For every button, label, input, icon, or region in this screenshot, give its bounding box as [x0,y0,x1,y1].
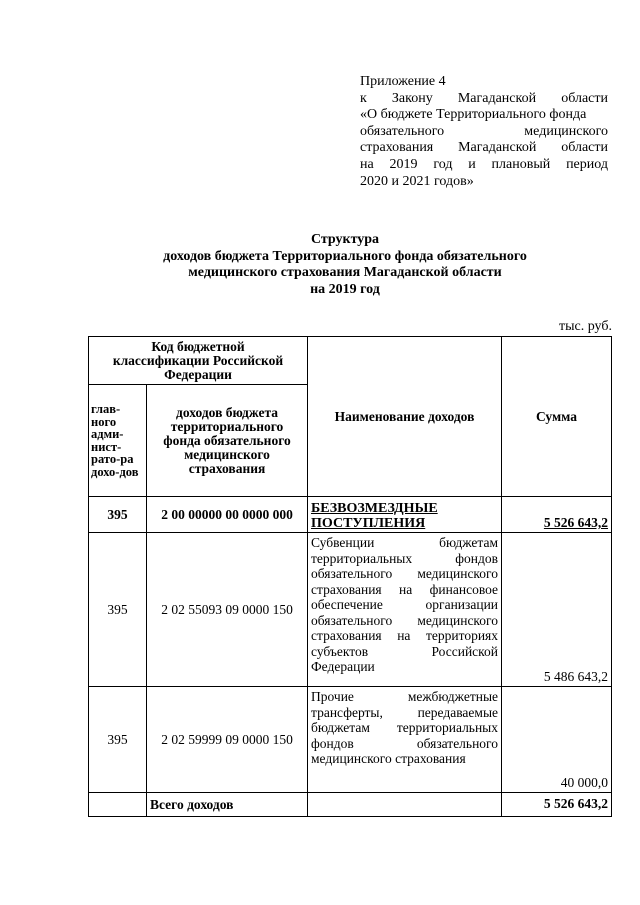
income-name-cell [308,497,502,533]
title-line: медицинского страхования Магаданской области [188,265,502,281]
header-income-name: Наименование доходов [308,337,502,497]
header-sum: Сумма [502,337,612,497]
sum-cell [502,497,612,533]
income-name-cell: Субвенции бюджетам территориальных фондов обязательного медицинского страхования на финансовое обеспечение организации обязательного медицинского страхования на территориях субъектов Российской Федерации [308,533,502,687]
total-row [89,793,612,817]
table-row [89,687,612,793]
table-row [89,497,612,533]
title-line: доходов бюджета Территориального фонда обязательного [163,248,527,264]
header-row [89,337,612,385]
sum-cell: 40 000,0 [502,687,612,793]
title-line: Структура [310,232,380,247]
total-sum: 5 526 643,2 [502,793,612,817]
income-code-cell: 2 02 59999 09 0000 150 [147,687,308,793]
header-admin-code: глав-ного адми-нист-рато-ра дохо-дов [89,385,147,497]
income-name-cell: Прочие межбюджетные трансферты, передаваемые бюджетам территориальных фондов обязательного медицинского страхования [308,687,502,793]
admin-code-cell: 395 [89,497,147,533]
units-label: тыс. руб. [559,319,612,334]
sum-value: 5 526 643,2 [543,515,609,530]
appendix-line: обязательного медицинского [360,123,608,139]
admin-code-cell: 395 [89,687,147,793]
income-name-text: БЕЗВОЗМЕЗДНЫЕ ПОСТУПЛЕНИЯ [311,501,438,531]
total-empty-cell [89,793,147,817]
income-code-cell: 2 02 55093 09 0000 150 [147,533,308,687]
admin-code-cell: 395 [89,533,147,687]
total-label: Всего доходов [147,793,308,817]
appendix-block [360,74,608,190]
appendix-line: Приложение 4 [360,74,446,89]
title-line: на 2019 год [310,281,380,297]
income-table [88,336,612,817]
appendix-line: на 2019 год и плановый период [360,156,608,172]
appendix-line: к Закону Магаданской области [360,90,608,106]
document-title [80,232,610,298]
header-budget-classification: Код бюджетной классификации Российской Федерации [89,337,308,385]
income-code-cell: 2 00 00000 00 0000 000 [147,497,308,533]
sum-cell: 5 486 643,2 [502,533,612,687]
header-income-code: доходов бюджета территориального фонда обязательного медицинского страхования [147,385,308,497]
appendix-line: страхования Магаданской области [360,140,608,156]
appendix-line: «О бюджете Территориального фонда [360,107,587,123]
appendix-line: 2020 и 2021 годов» [360,173,474,189]
total-empty-cell [308,793,502,817]
table-row [89,533,612,687]
